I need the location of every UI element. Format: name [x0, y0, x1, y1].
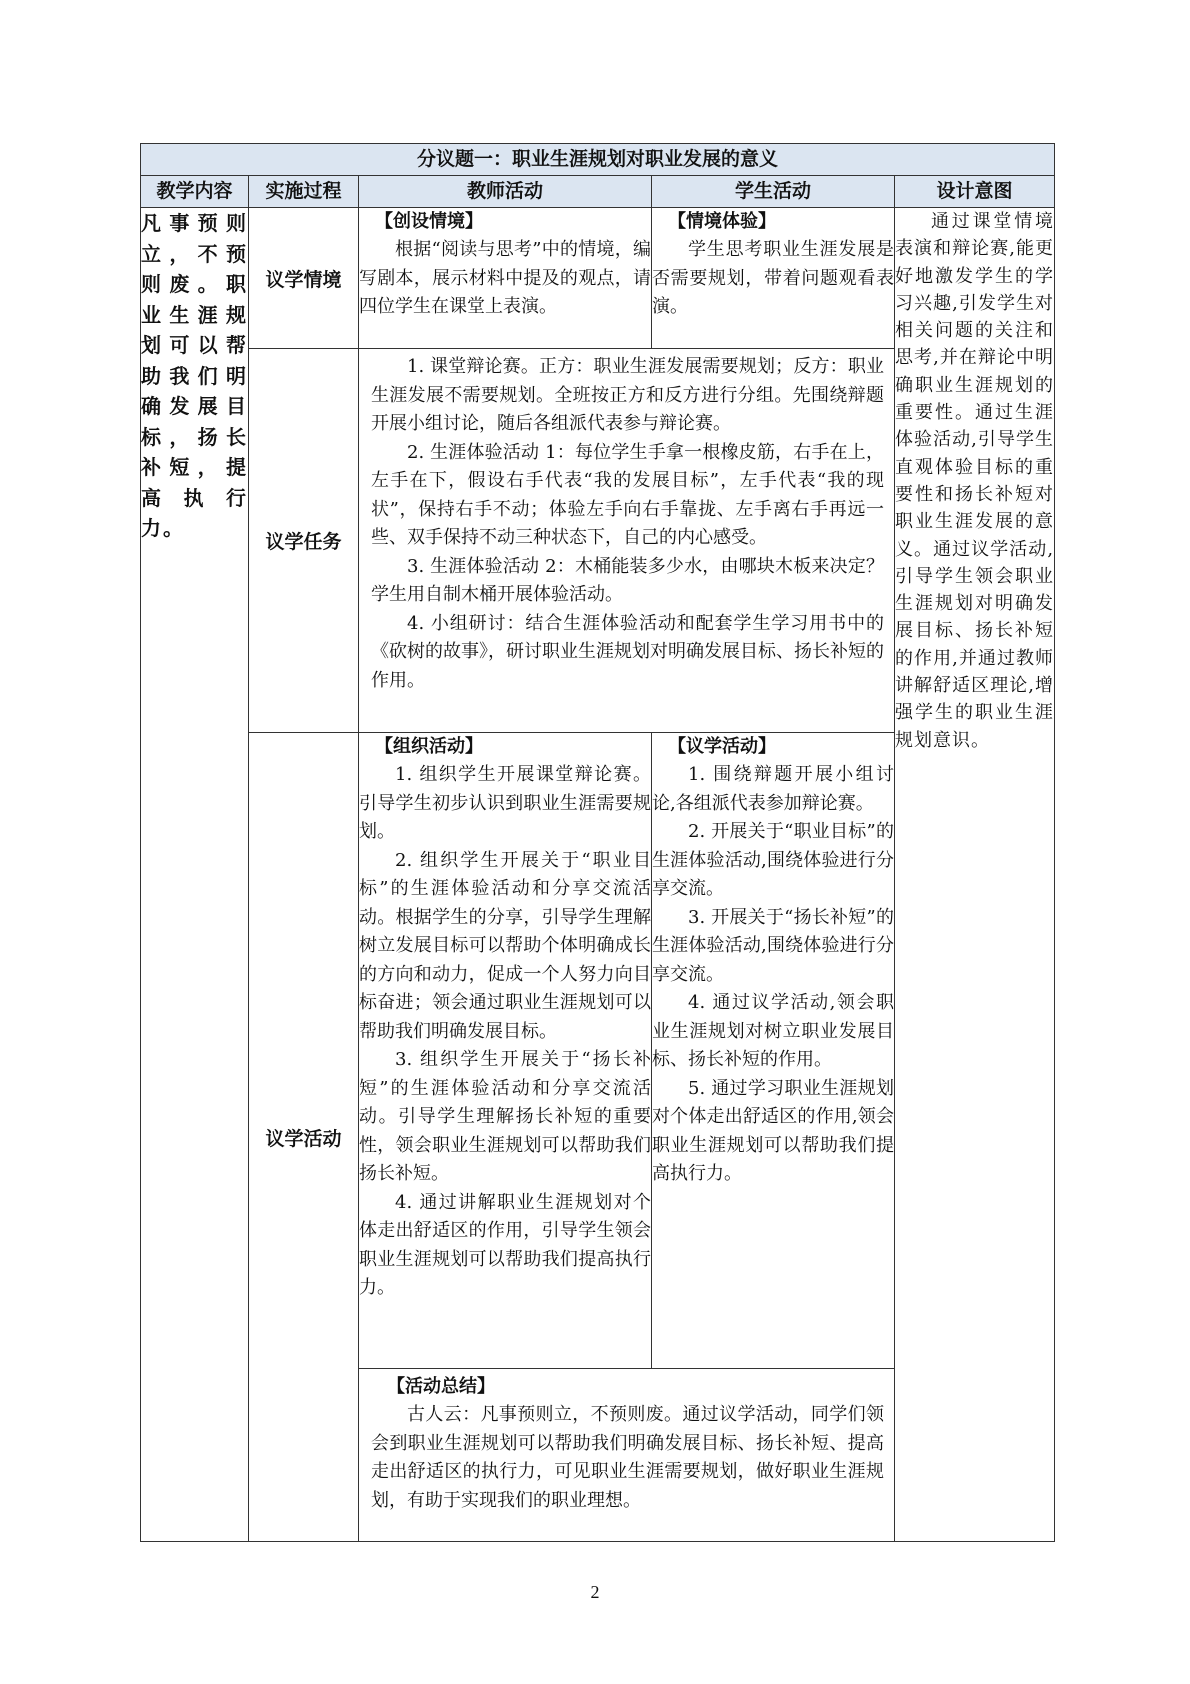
summary-text: 古人云：凡事预则立，不预则废。通过议学活动，同学们领会到职业生涯规划可以帮助我们明确发展目标、扬长补短、提高走出舒适区的执行力，可见职业生涯需要规划，做好职业生涯规划，有助于实现我们的职业理想。 [371, 1404, 884, 1511]
teacher-activity-item: 4. 通过讲解职业生涯规划对个体走出舒适区的作用，引导学生领会职业生涯规划可以帮助我们提高执行力。 [359, 1191, 651, 1298]
teaching-content: 凡事预则立，不预则废。职业生涯规划可以帮助我们明确发展目标，扬长补短，提高执行力。 [141, 208, 249, 1542]
student-situation-heading: 【情境体验】 [668, 211, 776, 232]
student-activity-item: 4. 通过议学活动,领会职业生涯规划对树立职业发展目标、扬长补短的作用。 [652, 992, 894, 1070]
header-student: 学生活动 [652, 176, 895, 208]
row-situation [141, 208, 1055, 349]
student-activity-item: 5. 通过学习职业生涯规划对个体走出舒适区的作用,领会职业生涯规划可以帮助我们提高执行力。 [652, 1077, 894, 1184]
stage-label-situation: 议学情境 [249, 208, 359, 349]
table-title: 分议题一：职业生涯规划对职业发展的意义 [141, 144, 1055, 176]
page-number: 2 [590, 1582, 600, 1602]
teacher-activity [359, 733, 652, 1369]
task-item: 4. 小组研讨：结合生涯体验活动和配套学生学习用书中的《砍树的故事》，研讨职业生涯规划对明确发展目标、扬长补短的作用。 [371, 612, 884, 691]
student-activity-item: 1. 围绕辩题开展小组讨论,各组派代表参加辩论赛。 [652, 764, 894, 814]
student-situation-text: 学生思考职业生涯发展是否需要规划，带着问题观看表演。 [652, 239, 894, 317]
header-content: 教学内容 [141, 176, 249, 208]
task-cell [359, 349, 895, 733]
summary-heading: 【活动总结】 [387, 1376, 495, 1397]
teacher-activity-item: 1. 组织学生开展课堂辩论赛。引导学生初步认识到职业生涯需要规划。 [359, 764, 651, 842]
activity-summary [359, 1369, 895, 1542]
teacher-situation [359, 208, 652, 349]
design-intent [895, 208, 1055, 1542]
teacher-activity-item: 3. 组织学生开展关于“扬长补短”的生涯体验活动和分享交流活动。引导学生理解扬长补短的重要性，领会职业生涯规划可以帮助我们扬长补短。 [359, 1049, 651, 1184]
header-row [141, 176, 1055, 208]
lesson-plan-table [140, 143, 1055, 1542]
task-item: 3. 生涯体验活动 2：木桶能装多少水，由哪块木板来决定？学生用自制木桶开展体验活动。 [371, 555, 884, 605]
student-activity-item: 3. 开展关于“扬长补短”的生涯体验活动,围绕体验进行分享交流。 [652, 906, 894, 985]
header-teacher: 教师活动 [359, 176, 652, 208]
student-activity-heading: 【议学活动】 [668, 736, 776, 757]
teacher-activity-heading: 【组织活动】 [375, 736, 483, 757]
teacher-situation-heading: 【创设情境】 [375, 211, 483, 232]
stage-label-activity: 议学活动 [249, 733, 359, 1542]
header-process: 实施过程 [249, 176, 359, 208]
stage-label-task: 议学任务 [249, 349, 359, 733]
title-row [141, 144, 1055, 176]
task-item: 1. 课堂辩论赛。正方：职业生涯发展需要规划；反方：职业生涯发展不需要规划。全班按正方和反方进行分组。先围绕辩题开展小组讨论，随后各组派代表参与辩论赛。 [371, 356, 884, 434]
teacher-activity-item: 2. 组织学生开展关于“职业目标”的生涯体验活动和分享交流活动。根据学生的分享，引导学生理解树立发展目标可以帮助个体明确成长的方向和动力，促成一个人努力向目标奋进；领会通过职业生涯规划可以帮助我们明确发展目标。 [359, 849, 651, 1042]
header-design: 设计意图 [895, 176, 1055, 208]
design-intent-text: 通过课堂情境表演和辩论赛,能更好地激发学生的学习兴趣,引发学生对相关问题的关注和思考,并在辩论中明确职业生涯规划的重要性。通过生涯体验活动,引导学生直观体验目标的重要性和扬长补短对职业生涯发展的意义。通过议学活动,引导学生领会职业生涯规划对明确发展目标、扬长补短的作用,并通过教师讲解舒适区理论,增强学生的职业生涯规划意识。 [895, 211, 1055, 751]
student-situation [652, 208, 895, 349]
student-activity-item: 2. 开展关于“职业目标”的生涯体验活动,围绕体验进行分享交流。 [652, 821, 894, 899]
student-activity [652, 733, 895, 1369]
task-item: 2. 生涯体验活动 1：每位学生手拿一根橡皮筋，右手在上，左手在下，假设右手代表“我的发展目标”，左手代表“我的现状”，保持右手不动；体验左手向右手靠拢、左手离右手再远一些、双手保持不动三种状态下，自己的内心感受。 [371, 441, 884, 548]
teacher-situation-text: 根据“阅读与思考”中的情境，编写剧本，展示材料中提及的观点，请四位学生在课堂上表演。 [359, 239, 651, 317]
